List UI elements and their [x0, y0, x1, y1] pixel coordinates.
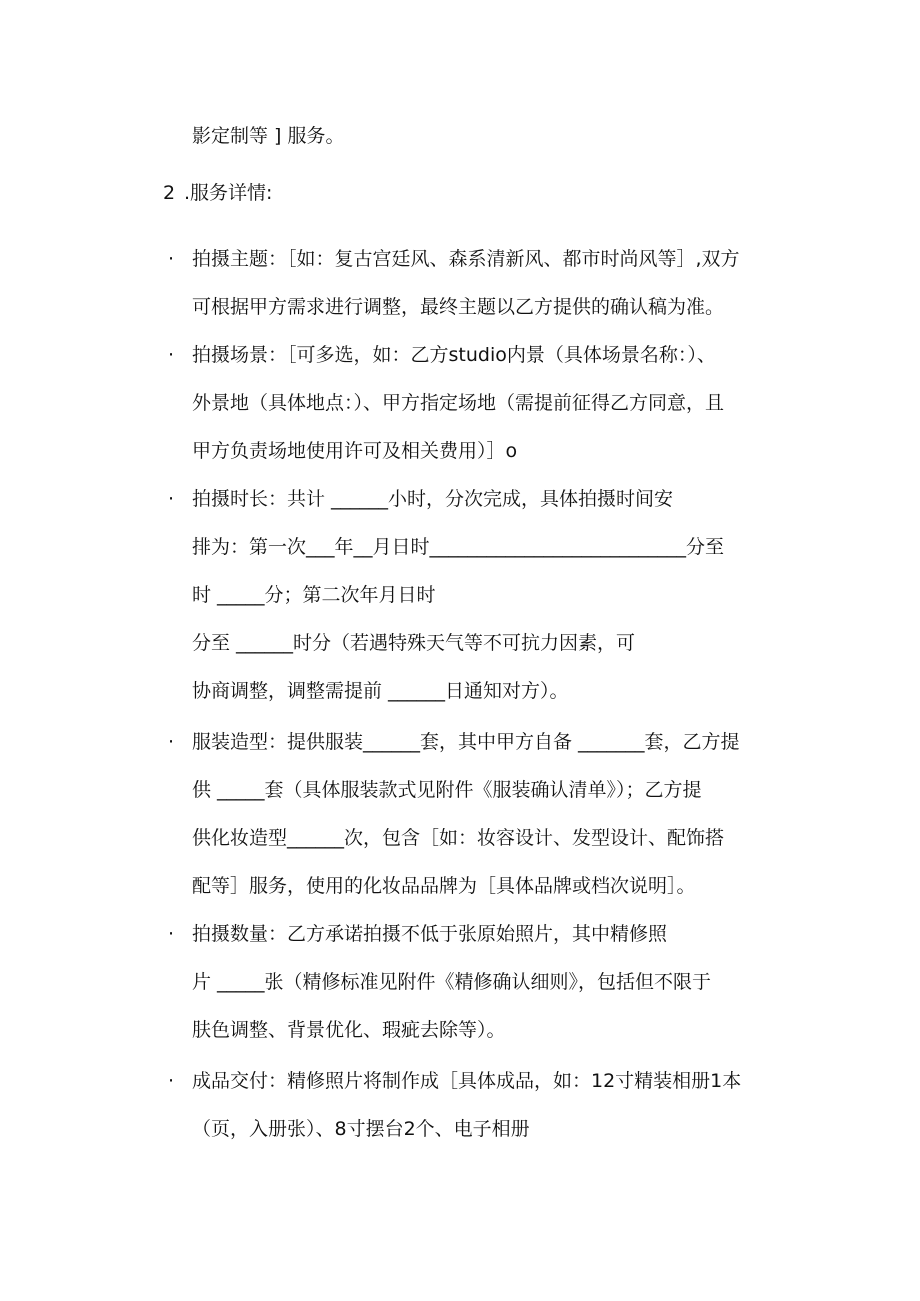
item-3-line-3: 时 _____分；第二次年月日时: [192, 584, 436, 606]
bullet-dot: ·: [168, 1070, 175, 1092]
bullet-dot: ·: [168, 731, 175, 753]
item-1-line-1: 拍摄主题：［如：复古宫廷风、森系清新风、都市时尚风等］,双方: [192, 248, 740, 270]
item-2-line-2: 外景地（具体地点：）、甲方指定场地（需提前征得乙方同意，且: [192, 392, 725, 414]
item-4-line-2: 供 _____套（具体服装款式见附件《服装确认清单》）；乙方提: [192, 779, 702, 801]
bullet-dot: ·: [168, 488, 175, 510]
item-2-line-1: 拍摄场景：［可多选，如：乙方studio内景（具体场景名称：）、: [192, 344, 716, 366]
item-2-line-3: 甲方负责场地使用许可及相关费用）］o: [192, 440, 518, 462]
item-3-line-2: 排为：第一次___年__月日时___________________________分至: [192, 536, 725, 558]
item-3-line-1: 拍摄时长：共计 ______小时，分次完成，具体拍摄时间安: [192, 488, 674, 510]
section-title: .服务详情:: [184, 182, 273, 204]
item-4-line-4: 配等］服务，使用的化妆品品牌为［具体品牌或档次说明］。: [192, 875, 696, 897]
section-number: 2: [163, 182, 176, 204]
item-5-line-2: 片 _____张（精修标准见附件《精修确认细则》，包括但不限于: [192, 971, 712, 993]
intro-tail-line: 影定制等 ] 服务。: [192, 125, 345, 147]
bullet-dot: ·: [168, 923, 175, 945]
item-4-line-1: 服装造型：提供服装______套，其中甲方自备 _______套，乙方提: [192, 731, 740, 753]
item-4-line-3: 供化妆造型______次，包含［如：妆容设计、发型设计、配饰搭: [192, 827, 725, 849]
item-3-line-5: 协商调整，调整需提前 ______日通知对方）。: [192, 680, 569, 702]
item-5-line-3: 肤色调整、背景优化、瑕疵去除等）。: [192, 1019, 506, 1041]
item-1-line-2: 可根据甲方需求进行调整，最终主题以乙方提供的确认稿为准。: [192, 296, 725, 318]
bullet-dot: ·: [168, 248, 175, 270]
item-6-line-1: 成品交付：精修照片将制作成［具体成品，如：12寸精装相册1本: [192, 1070, 742, 1092]
item-3-line-4: 分至 ______时分（若遇特殊天气等不可抗力因素，可: [192, 632, 636, 654]
bullet-dot: ·: [168, 344, 175, 366]
item-6-line-2: （页，入册张）、8寸摆台2个、电子相册: [192, 1118, 530, 1140]
item-5-line-1: 拍摄数量：乙方承诺拍摄不低于张原始照片，其中精修照: [192, 923, 668, 945]
